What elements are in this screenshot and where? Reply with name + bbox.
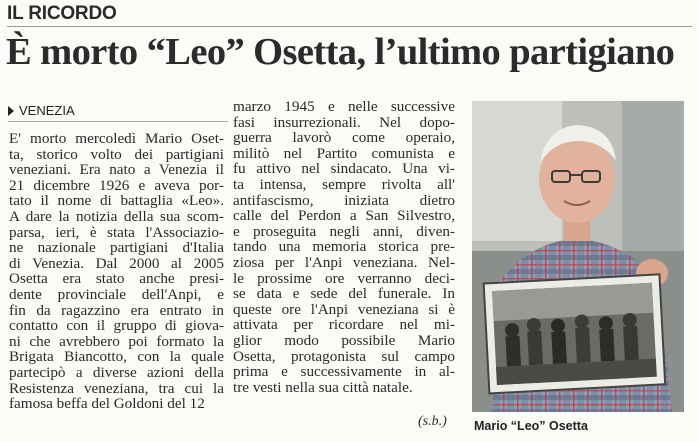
text-line: ta intensa, sempre rivolta all' (233, 176, 455, 193)
text-line: Osetta era stato anche presi- (9, 271, 224, 287)
text-line: Osetta, protagonista sul campo (233, 348, 455, 365)
text-line: prima e successivamente in al- (233, 364, 455, 380)
text-line: glior modo possibile Mario (233, 332, 455, 349)
text-line: Resistenza veneziana, tra cui la (9, 380, 224, 397)
text-line: se data e sede del funerale. In (233, 286, 455, 302)
text-line: attivata per ricordare nel mi- (233, 317, 455, 333)
section-kicker: IL RICORDO (7, 3, 117, 24)
text-line: guerra lavorò come operaio, (233, 130, 455, 146)
author-signature: (s.b.) (418, 414, 447, 429)
text-line: fasi insurrezionali. Nel dopo- (233, 114, 455, 131)
text-line: militò nel Partito comunista e (233, 145, 455, 162)
text-line: dente provinciale dell'Anpi, e (9, 286, 224, 303)
text-line: partecipò a diverse azioni della (9, 364, 224, 381)
article-column-1 (9, 131, 224, 412)
text-line: le prossime ore verranno deci- (233, 270, 455, 287)
kicker-divider (7, 26, 692, 27)
text-line: ta, storico volto dei partigiani (9, 146, 224, 163)
text-line: e proseguita negli anni, diven- (233, 223, 455, 240)
text-line: ne nazionale partigiani d'Italia (9, 240, 224, 256)
text-line: ni che avrebbero poi formato la (9, 333, 224, 350)
text-line: di Venezia. Dal 2000 al 2005 (9, 255, 224, 272)
text-line: tre vesti nella sua città natale. (233, 379, 413, 396)
text-line: E' morto mercoledì Mario Oset- (9, 131, 224, 147)
dateline-text: VENEZIA (19, 103, 75, 118)
text-line: 21 dicembre 1926 e aveva por- (9, 177, 224, 194)
text-line: veneziani. Era nato a Venezia il (9, 162, 224, 178)
photo-caption: Mario “Leo” Osetta (474, 419, 588, 433)
text-line: A dare la notizia della sua scom- (9, 208, 224, 225)
text-line: ziosa per l'Anpi veneziana. Nel- (233, 254, 455, 271)
text-line: contatto con il gruppo di giova- (9, 318, 224, 334)
portrait-photo (472, 101, 684, 412)
text-line: tando una memoria storica pre- (233, 239, 455, 255)
text-line: calle del Perdon a San Silvestro, (233, 208, 455, 224)
article-column-2 (233, 99, 455, 395)
text-line: marzo 1945 e nelle successive (233, 99, 455, 115)
headline: È morto “Leo” Osetta, l’ultimo partigiano (6, 31, 675, 73)
dateline (8, 103, 75, 118)
dateline-divider (8, 121, 228, 122)
text-line: queste ore l'Anpi veneziana si è (233, 301, 455, 318)
text-line: fin da ragazzino era entrato in (9, 302, 224, 319)
text-line: famosa beffa del Goldoni del 12 (9, 396, 205, 412)
text-line: Brigata Biancotto, con la quale (9, 349, 224, 365)
dateline-arrow-icon (8, 106, 14, 116)
text-line: parsa, ieri, è stata l'Associazio- (9, 224, 224, 241)
text-line: antifascismo, iniziata dietro (233, 192, 455, 209)
text-line: fu attivo nel sindacato. Una vi- (233, 161, 455, 177)
text-line: tato il nome di battaglia «Leo». (9, 193, 224, 209)
